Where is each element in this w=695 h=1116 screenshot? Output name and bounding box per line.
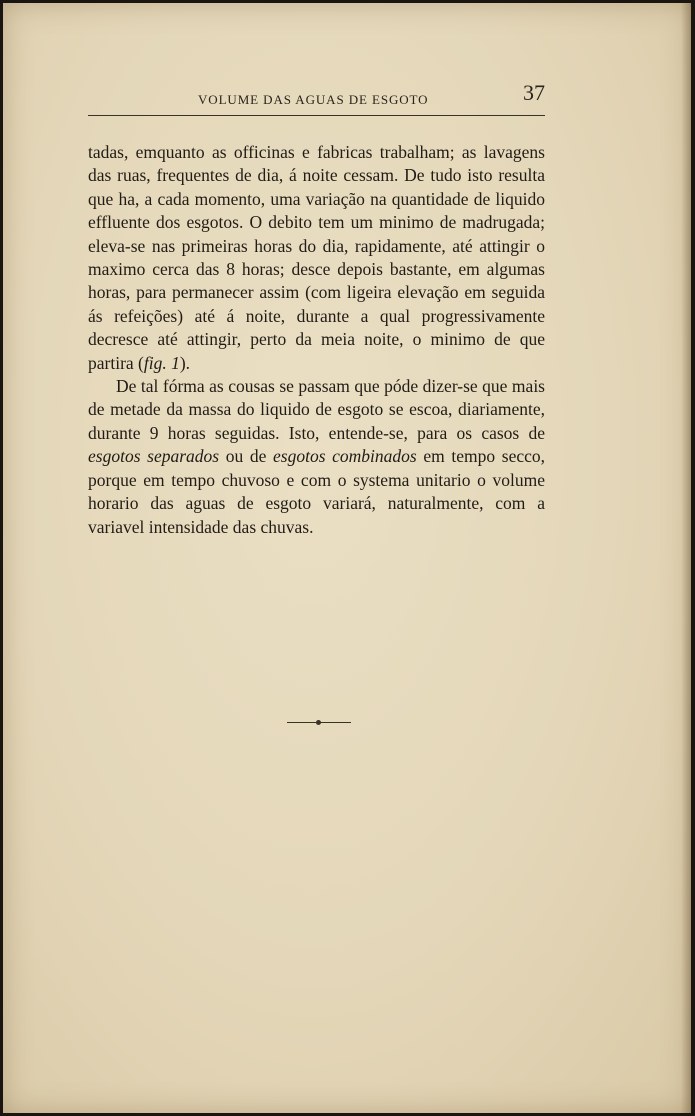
page-header	[88, 79, 545, 116]
paragraph-2-end: em tempo secco, porque em tempo chuvoso e com o systema unitario o volume horario das aguas de esgoto variará, naturalmente, com a variavel intensidade das chuvas.	[88, 446, 545, 537]
body-text	[88, 141, 545, 539]
paragraph-1-end: ).	[179, 352, 191, 373]
ornament-dot	[316, 720, 321, 725]
paragraph-2	[88, 375, 545, 539]
term-esgotos-combinados: esgotos combinados	[273, 446, 417, 467]
page-edge-shadow	[681, 3, 691, 1113]
book-page	[3, 3, 691, 1113]
paragraph-1	[88, 141, 545, 375]
paragraph-1-text: tadas, emquanto as officinas e fabricas trabalham; as lavagens das ruas, frequentes de dia, á noite cessam. De tudo isto resulta que ha, a cada momento, uma variação na quantidade de liquido effluente dos esgotos. O debito tem um minimo de madrugada; eleva-se nas primeiras horas do dia, rapidamente, até attingir o maximo cerca das 8 horas; desce depois bastante, em algumas horas, para permanecer assim (com ligeira elevação em seguida ás refeições) até á noite, durante a qual progressivamente decresce até attingir, perto da meia noite, o minimo de que partira (	[88, 142, 545, 373]
term-esgotos-separados: esgotos separados	[88, 446, 220, 467]
running-title: VOLUME DAS AGUAS DE ESGOTO	[198, 92, 429, 107]
paragraph-2-text: De tal fórma as cousas se passam que póde dizer-se que mais de metade da massa do liquido de esgoto se escoa, diariamente, durante 9 horas seguidas. Isto, entende-se, para os casos de	[88, 376, 545, 443]
paragraph-2-connector: ou de	[219, 446, 274, 467]
page-number: 37	[523, 80, 545, 105]
section-end-ornament	[287, 716, 351, 728]
figure-reference: fig. 1	[143, 352, 180, 373]
